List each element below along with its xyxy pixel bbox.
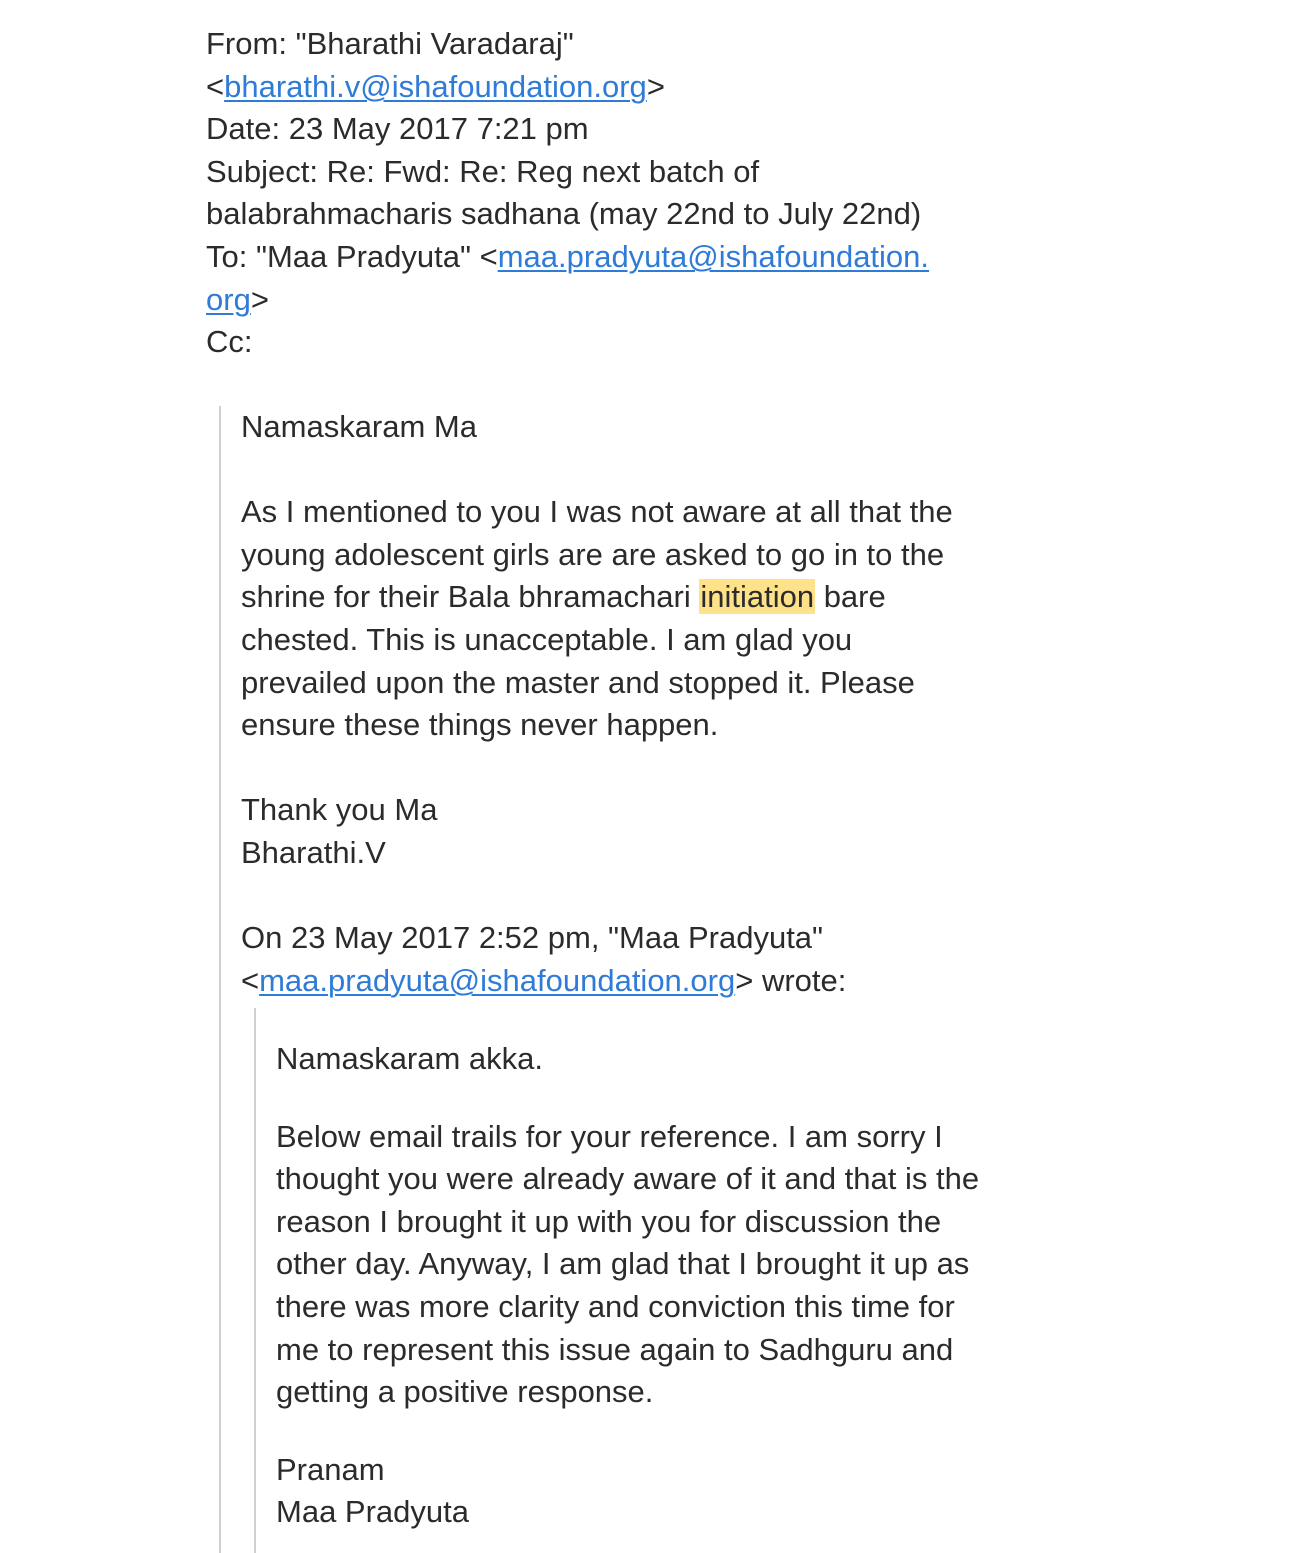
date-line: [206, 108, 1206, 151]
quoted-signoff: Pranam: [276, 1451, 385, 1487]
subject-text-2: balabrahmacharis sadhana (may 22nd to July 22nd): [206, 196, 922, 232]
reply-greeting: Namaskaram Ma: [241, 409, 477, 444]
quoted-body-line: me to represent this issue again to Sadhguru and: [276, 1331, 954, 1367]
reply-body-line: young adolescent girls are are asked to go in to the: [241, 536, 945, 572]
from-email-link[interactable]: bharathi.v@ishafoundation.org: [224, 68, 647, 104]
reply-body-line: As I mentioned to you I was not aware at all that the: [241, 494, 953, 530]
attribution-email-link[interactable]: maa.pradyuta@ishafoundation.org: [259, 962, 736, 998]
reply-body-line: ensure these things never happen.: [241, 707, 719, 743]
quoted-body-line: getting a positive response.: [276, 1374, 654, 1410]
quoted-body-line: thought you were already aware of it and that is the: [276, 1161, 980, 1197]
search-highlight: initiation: [700, 579, 815, 615]
to-line: To: "Maa Pradyuta" <maa.pradyuta@ishafoundation.: [206, 238, 930, 274]
reply-quote-block: [219, 406, 1221, 1553]
attribution-line: On 23 May 2017 2:52 pm, "Maa Pradyuta": [241, 920, 824, 956]
quoted-body-line: other day. Anyway, I am glad that I brought it up as: [276, 1246, 970, 1282]
subject-text-1: Re: Fwd: Re: Reg next batch of: [326, 153, 760, 189]
cc-label: Cc:: [206, 324, 253, 360]
quoted-body-line: reason I brought it up with you for discussion the: [276, 1203, 942, 1239]
quoted-signature: Maa Pradyuta: [276, 1494, 469, 1530]
nested-quote-block: [254, 1008, 1156, 1553]
subject-line: [206, 151, 1206, 194]
from-name: "Bharathi Varadaraj": [295, 26, 574, 61]
email-header: [206, 23, 1206, 364]
to-name: "Maa Pradyuta": [255, 238, 471, 274]
quoted-greeting: Namaskaram akka.: [276, 1041, 544, 1076]
cc-line: [206, 321, 1206, 364]
reply-signature: Bharathi.V: [241, 834, 386, 870]
reply-signoff: Thank you Ma: [241, 792, 438, 828]
reply-body-line-highlighted: shrine for their Bala bhramachari initiation bare: [241, 579, 886, 615]
from-label: From:: [206, 26, 287, 61]
to-email-link-continued[interactable]: org: [206, 281, 251, 317]
to-email-link[interactable]: maa.pradyuta@ishafoundation.: [497, 238, 930, 274]
date-label: Date:: [206, 111, 281, 147]
date-value: 23 May 2017 7:21 pm: [288, 111, 589, 147]
reply-body-line: chested. This is unacceptable. I am glad you: [241, 621, 853, 657]
reply-body-line: prevailed upon the master and stopped it. Please: [241, 664, 915, 700]
to-email-line-2: org>: [206, 281, 269, 317]
quoted-body-line: there was more clarity and conviction this time for: [276, 1288, 955, 1324]
quoted-body-line: Below email trails for your reference. I am sorry I: [276, 1118, 943, 1154]
subject-line-2: [206, 193, 1206, 236]
to-label: To:: [206, 238, 248, 274]
attribution-email-line: <maa.pradyuta@ishafoundation.org> wrote:: [241, 962, 847, 998]
nested-quote-content: [276, 1038, 1136, 1534]
subject-label: Subject:: [206, 153, 319, 189]
from-email-line: <bharathi.v@ishafoundation.org>: [206, 68, 665, 104]
reply-content: [241, 406, 1141, 1002]
from-line: [206, 23, 1206, 66]
